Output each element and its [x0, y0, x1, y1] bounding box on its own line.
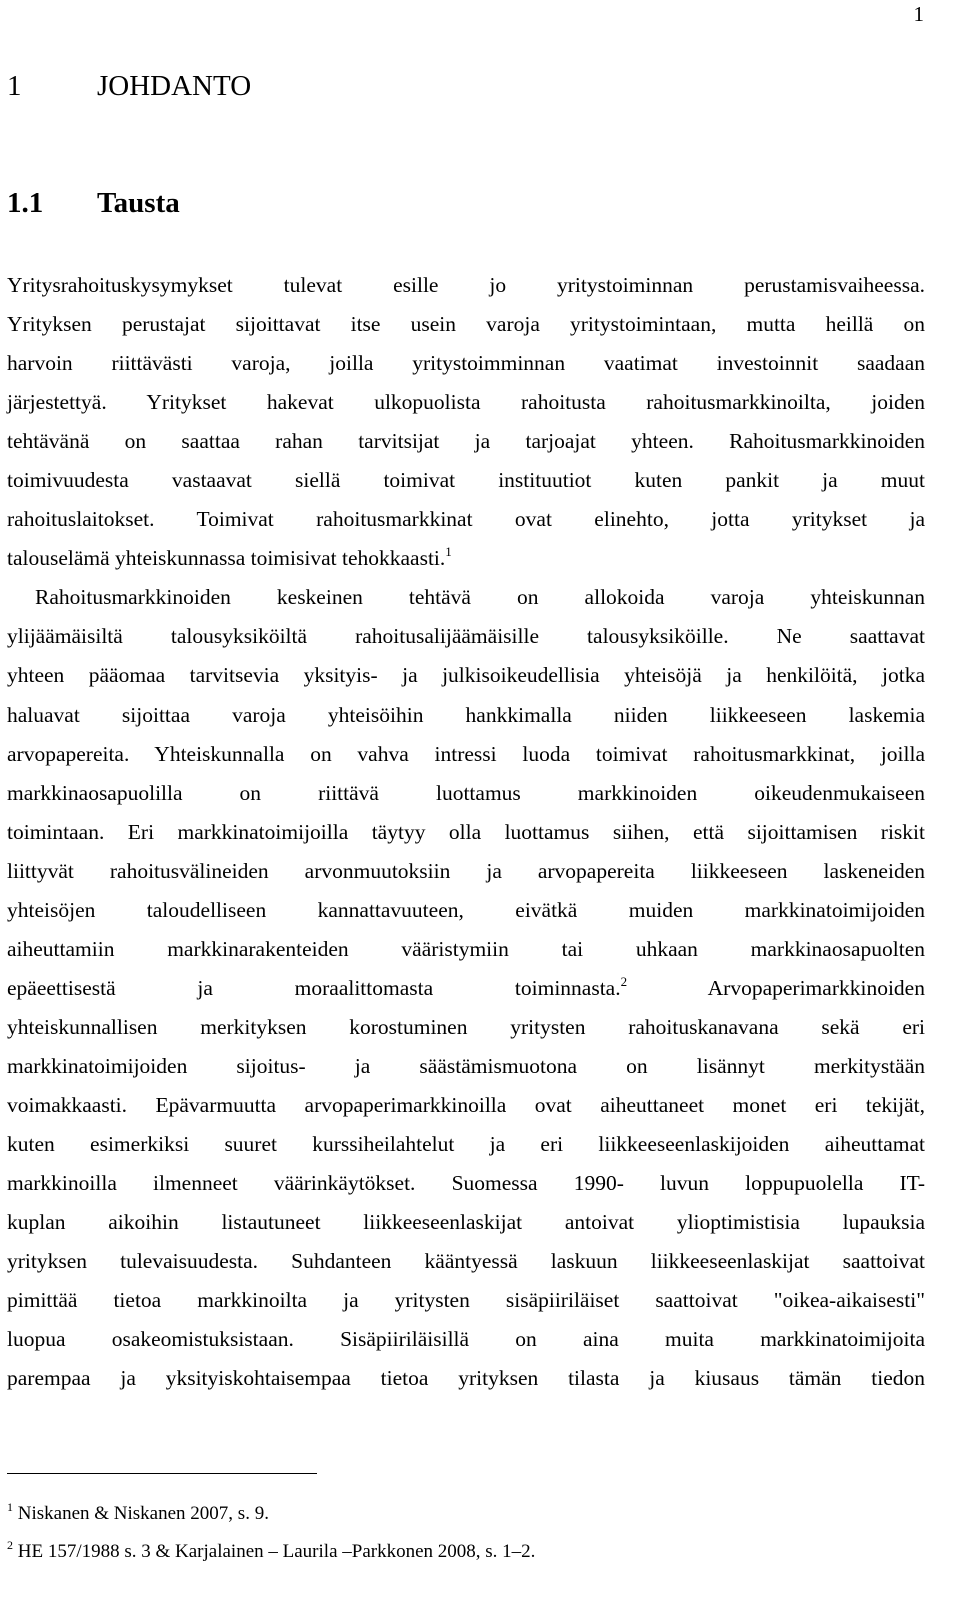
- footnote-text: HE 157/1988 s. 3 & Karjalainen – Laurila –Parkkonen 2008, s. 1–2.: [17, 1541, 536, 1562]
- text-segment: Arvopaperimarkkinoiden: [707, 975, 925, 1000]
- text-line: yhteiskunnallisen merkityksen korostuminen yritysten rahoituskanavana sekä eri: [7, 1014, 925, 1039]
- text-line: parempaa ja yksityiskohtaisempaa tietoa yrityksen tilasta ja kiusaus tämän tiedon: [7, 1366, 925, 1391]
- footnote-reference: 1: [445, 544, 452, 560]
- text-line: toimintaan. Eri markkinatoimijoilla täytyy olla luottamus siihen, että sijoittamisen riskit: [7, 819, 925, 844]
- chapter-heading: [7, 70, 251, 103]
- text-line: markkinoilla ilmenneet väärinkäytökset. Suomessa 1990- luvun loppupuolella IT-: [7, 1171, 925, 1196]
- text-line: Yritysrahoituskysymykset tulevat esille jo yritystoiminnan perustamisvaiheessa.: [7, 273, 925, 297]
- text-line: kuten esimerkiksi suuret kurssiheilahtelut ja eri liikkeeseenlaskijoiden aiheuttamat: [7, 1132, 925, 1157]
- text-segment: talouselämä yhteiskunnassa toimisivat tehokkaasti.: [7, 546, 446, 571]
- text-line: markkinaosapuolilla on riittävä luottamus markkinoiden oikeudenmukaiseen: [7, 780, 925, 805]
- text-line: liittyvät rahoitusvälineiden arvonmuutoksiin ja arvopapereita liikkeeseen laskeneiden: [7, 858, 925, 883]
- text-line: luopua osakeomistuksistaan. Sisäpiiriläisillä on aina muita markkinatoimijoita: [7, 1327, 925, 1352]
- footnote-mark: 1: [7, 1500, 13, 1514]
- text-line: [7, 969, 925, 1008]
- text-line: yhteen pääomaa tarvitsevia yksityis- ja julkisoikeudellisia yhteisöjä ja henkilöitä, jotka: [7, 663, 925, 688]
- body-text: [7, 266, 925, 1398]
- footnote-mark: 2: [7, 1538, 13, 1552]
- text-line: arvopapereita. Yhteiskunnalla on vahva intressi luoda toimivat rahoitusmarkkinat, joilla: [7, 741, 925, 766]
- footnote-reference: 2: [620, 973, 628, 989]
- text-line: rahoituslaitokset. Toimivat rahoitusmarkkinat ovat elinehto, jotta yritykset ja: [7, 507, 925, 532]
- text-line: ylijäämäisiltä talousyksiköiltä rahoitusalijäämäisille talousyksiköille. Ne saattavat: [7, 624, 925, 649]
- section-heading: [7, 187, 180, 220]
- text-line: yhteisöjen taloudelliseen kannattavuuteen, eivätkä muiden markkinatoimijoiden: [7, 897, 925, 922]
- text-segment: Rahoitusmarkkinoiden keskeinen tehtävä on allokoida varoja yhteiskunnan: [35, 585, 925, 610]
- footnote-separator: [7, 1473, 317, 1474]
- text-segment: epäeettisestä ja moraalittomasta toiminnasta.: [7, 975, 621, 1000]
- text-line: harvoin riittävästi varoja, joilla yritystoimminnan vaatimat investoinnit saadaan: [7, 351, 925, 376]
- text-line: markkinatoimijoiden sijoitus- ja säästämismuotona on lisännyt merkitystään: [7, 1053, 925, 1078]
- text-line: voimakkaasti. Epävarmuutta arvopaperimarkkinoilla ovat aiheuttaneet monet eri tekijät,: [7, 1092, 925, 1117]
- chapter-title: JOHDANTO: [97, 70, 252, 102]
- chapter-number: 1: [7, 70, 22, 102]
- footnote: [7, 1500, 269, 1525]
- text-line: kuplan aikoihin listautuneet liikkeeseenlaskijat antoivat ylioptimistisia lupauksia: [7, 1210, 925, 1235]
- text-line: yrityksen tulevaisuudesta. Suhdanteen kääntyessä laskuun liikkeeseenlaskijat saattoivat: [7, 1249, 925, 1274]
- section-title: Tausta: [97, 187, 180, 219]
- text-line: pimittää tietoa markkinoilta ja yritysten sisäpiiriläiset saattoivat "oikea-aikaisesti": [7, 1288, 925, 1313]
- section-number: 1.1: [7, 187, 44, 219]
- text-line: [7, 539, 925, 578]
- footnote: [7, 1538, 536, 1563]
- text-line: tehtävänä on saattaa rahan tarvitsijat ja tarjoajat yhteen. Rahoitusmarkkinoiden: [7, 429, 925, 454]
- footnote-text: Niskanen & Niskanen 2007, s. 9.: [17, 1503, 269, 1524]
- text-line: haluavat sijoittaa varoja yhteisöihin hankkimalla niiden liikkeeseen laskemia: [7, 702, 925, 727]
- text-line: [7, 578, 925, 617]
- text-line: järjestettyä. Yritykset hakevat ulkopuolista rahoitusta rahoitusmarkkinoilta, joiden: [7, 390, 925, 415]
- text-line: Yrityksen perustajat sijoittavat itse usein varoja yritystoimintaan, mutta heillä on: [7, 312, 925, 337]
- text-line: toimivuudesta vastaavat siellä toimivat instituutiot kuten pankit ja muut: [7, 468, 925, 493]
- text-line: aiheuttamiin markkinarakenteiden vääristymiin tai uhkaan markkinaosapuolten: [7, 936, 925, 961]
- page-number: 1: [913, 2, 924, 26]
